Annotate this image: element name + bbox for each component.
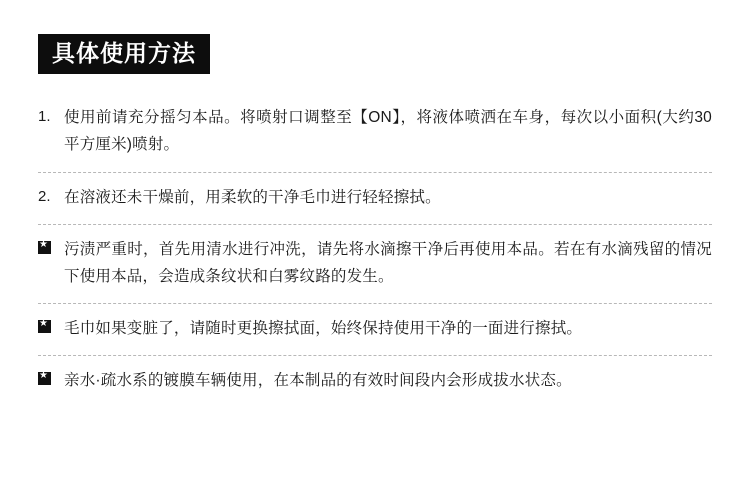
list-item: [38, 182, 712, 217]
instruction-list: [38, 102, 712, 400]
list-marker-number: 1.: [38, 108, 51, 126]
divider: [38, 355, 712, 356]
list-item-text: 在溶液还未干燥前，用柔软的干净毛巾进行轻轻擦拭。: [64, 188, 441, 206]
list-item-text: 使用前请充分摇匀本品。将喷射口调整至【ON】，将液体喷洒在车身，每次以小面积(大约30平方厘米)喷射。: [64, 109, 712, 154]
list-item: [38, 365, 712, 400]
divider: [38, 172, 712, 173]
title-container: [38, 0, 712, 80]
list-item-text: 污渍严重时，首先用清水进行冲洗，请先将水滴擦干净后再使用本品。若在有水滴残留的情况下使用本品，会造成条纹状和白雾纹路的发生。: [64, 240, 712, 285]
list-item: [38, 102, 712, 164]
divider: [38, 224, 712, 225]
star-square-icon: [38, 367, 64, 392]
list-item-text: 毛巾如果变脏了，请随时更换擦拭面，始终保持使用干净的一面进行擦拭。: [64, 319, 583, 337]
divider: [38, 303, 712, 304]
list-marker-number: 2.: [38, 187, 51, 205]
list-item: [38, 234, 712, 296]
list-item: [38, 313, 712, 348]
list-item-text: 亲水·疏水系的镀膜车辆使用，在本制品的有效时间段内会形成拔水状态。: [64, 372, 572, 390]
page-title: 具体使用方法: [38, 34, 210, 74]
star-square-icon: [38, 236, 64, 261]
star-square-icon: [38, 315, 64, 340]
